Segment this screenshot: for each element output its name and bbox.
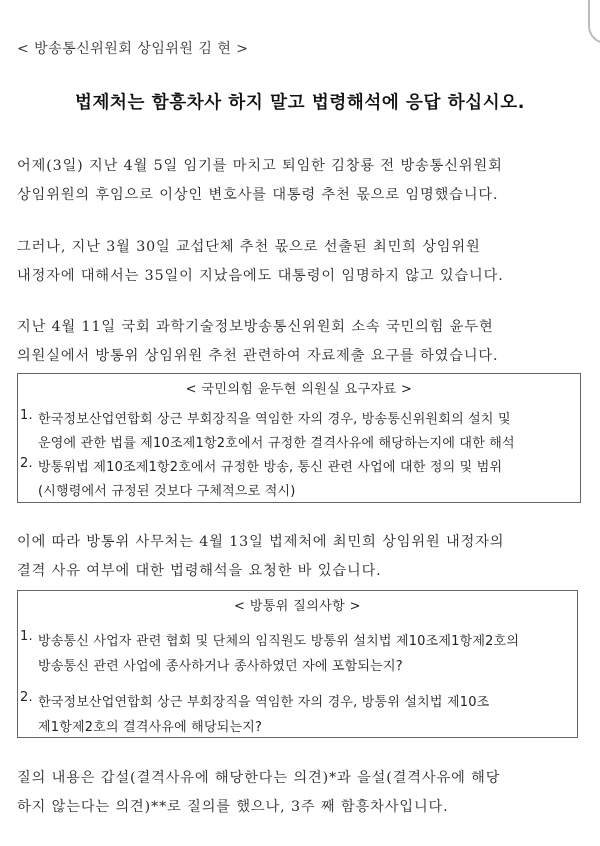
author-line: < 방송통신위원회 상임위원 김 현 > bbox=[17, 41, 249, 57]
paragraph-line: 어제(3일) 지난 4월 5일 임기를 마치고 퇴임한 김창룡 전 방송통신위원회 bbox=[17, 158, 503, 174]
list-item bbox=[18, 690, 577, 740]
paragraph-line: 이에 따라 방통위 사무처는 4월 13일 법제처에 최민희 상임위원 내정자의 bbox=[17, 534, 505, 550]
list-item bbox=[18, 408, 580, 456]
item-line: 방송통신 관련 사업에 종사하거나 종사하였던 자에 포함되는지? bbox=[38, 659, 403, 674]
paragraph-line: 그러나, 지난 3월 30일 교섭단체 추천 몫으로 선출된 최민희 상임위원 bbox=[17, 239, 481, 255]
paragraph-line: 질의 내용은 갑설(결격사유에 해당한다는 의견)*과 을설(결격사유에 해당 bbox=[17, 770, 501, 786]
paragraph-legal-interpretation bbox=[17, 528, 587, 586]
paragraph-appointment bbox=[17, 152, 587, 210]
paragraph-data-request bbox=[17, 313, 587, 371]
item-line: 운영에 관한 법률 제10조제1항2호에서 규정한 결격사유에 해당하는지에 대한 해석 bbox=[38, 436, 515, 451]
item-line: 제1항제2호의 결격사유에 해당되는지? bbox=[38, 720, 263, 735]
item-number: 1. bbox=[20, 629, 33, 644]
inquiry-items-box bbox=[17, 590, 578, 738]
request-materials-box bbox=[17, 373, 581, 503]
box-title: < 방통위 질의사항 > bbox=[234, 599, 361, 614]
paragraph-line: 의원실에서 방통위 상임위원 추천 관련하여 자료제출 요구를 하였습니다. bbox=[17, 348, 499, 364]
box-title: < 국민의힘 윤두현 의원실 요구자료 > bbox=[185, 382, 413, 397]
item-line: 한국정보산업연합회 상근 부회장직을 역임한 자의 경우, 방통위 설치법 제10조 bbox=[38, 695, 490, 710]
item-number: 2. bbox=[20, 456, 33, 471]
item-line: (시행령에서 규정된 것보다 구체적으로 적시) bbox=[38, 484, 296, 499]
item-number: 1. bbox=[20, 408, 33, 423]
list-item bbox=[18, 456, 580, 504]
item-line: 방송통신 사업자 관련 협회 및 단체의 임직원도 방통위 설치법 제10조제1항제2호의 bbox=[38, 634, 520, 649]
item-number: 2. bbox=[20, 690, 33, 705]
paragraph-line: 상임위원의 후임으로 이상인 변호사를 대통령 추천 몫으로 임명했습니다. bbox=[17, 187, 499, 203]
paragraph-line: 지난 4월 11일 국회 과학기술정보방송통신위원회 소속 국민의힘 윤두현 bbox=[17, 319, 494, 335]
paragraph-line: 결격 사유 여부에 대한 법령해석을 요청한 바 있습니다. bbox=[17, 563, 382, 579]
paragraph-delay bbox=[17, 233, 587, 291]
page-corner-curl bbox=[588, 0, 600, 44]
item-line: 한국정보산업연합회 상근 부회장직을 역임한 자의 경우, 방송통신위원회의 설치 및 bbox=[38, 412, 511, 427]
paragraph-line: 하지 않는다는 의견)**로 질의를 했으나, 3주 째 함흥차사입니다. bbox=[17, 799, 449, 815]
list-item bbox=[18, 629, 577, 679]
item-line: 방통위법 제10조제1항2호에서 규정한 방송, 통신 관련 사업에 대한 정의 및 범위 bbox=[38, 460, 503, 475]
paragraph-line: 내정자에 대해서는 35일이 지났음에도 대통령이 임명하지 않고 있습니다. bbox=[17, 268, 504, 284]
headline: 법제처는 함흥차사 하지 말고 법령해석에 응답 하십시오. bbox=[74, 93, 526, 113]
paragraph-inquiry-status bbox=[17, 764, 587, 822]
